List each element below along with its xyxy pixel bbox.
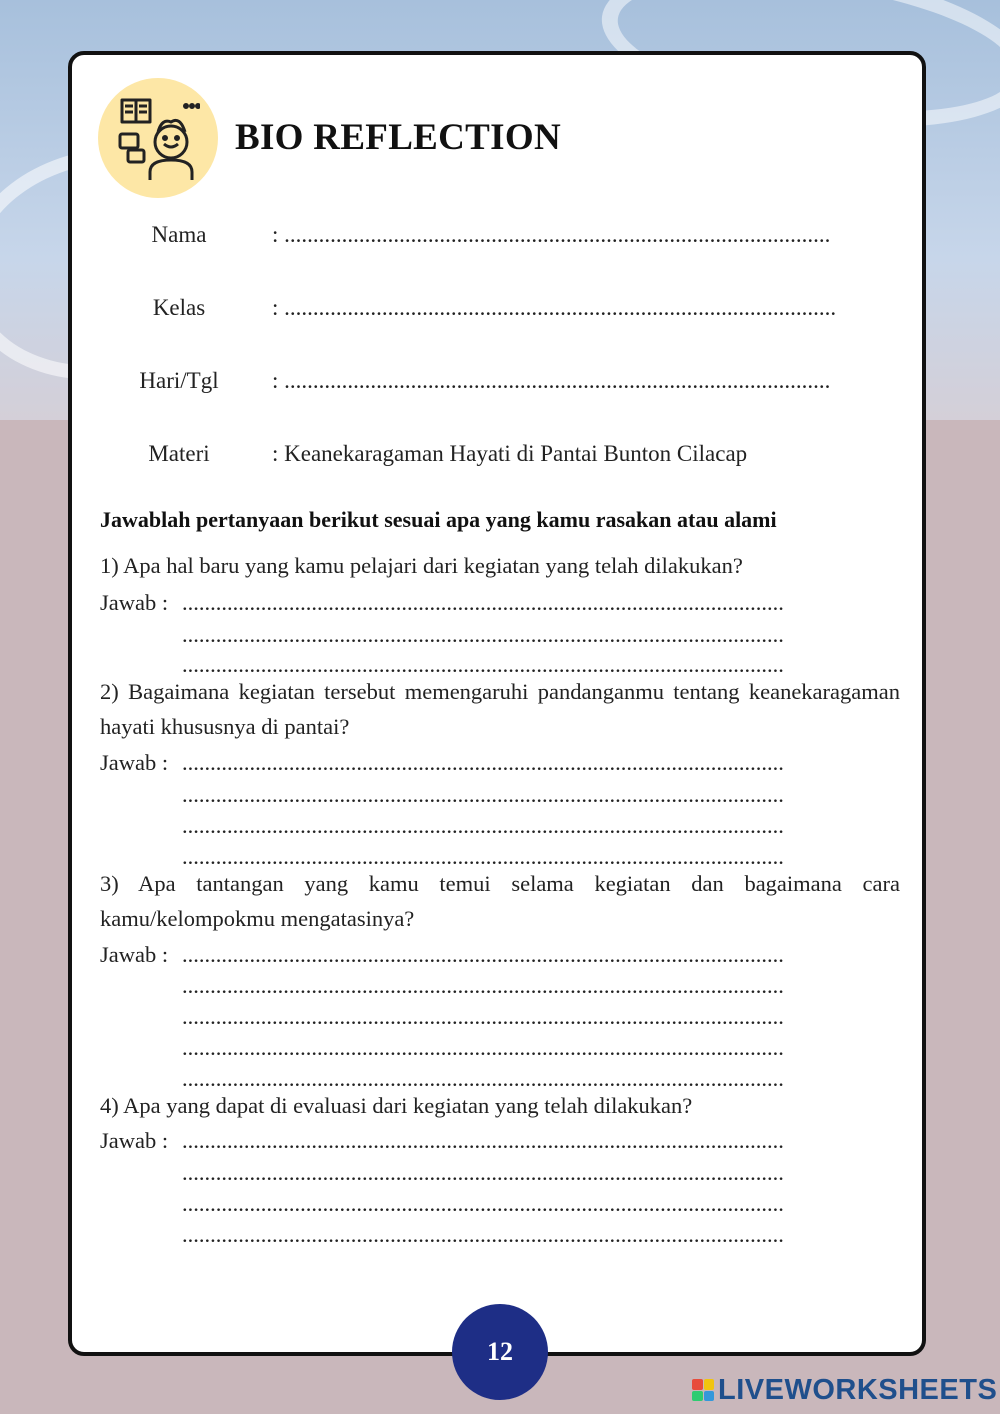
answer-line[interactable]: ........................................................................................................... bbox=[182, 782, 784, 807]
answer-line[interactable]: ........................................................................................................... bbox=[182, 973, 784, 998]
answer-line[interactable]: ........................................................................................................... bbox=[182, 1035, 784, 1060]
field-value-kelas[interactable]: : ................................................................................................ bbox=[272, 295, 837, 320]
instruction-text: Jawablah pertanyaan berikut sesuai apa yang kamu rasakan atau alami bbox=[100, 507, 777, 532]
question-2: 2) Bagaimana kegiatan tersebut memengaruhi pandanganmu tentang keanekaragaman hayati khususnya di pantai? bbox=[100, 679, 900, 739]
answer-line[interactable]: ........................................................................................................... bbox=[182, 590, 784, 615]
page-number: 12 bbox=[452, 1304, 548, 1400]
reflection-logo bbox=[98, 78, 218, 198]
answer-line[interactable]: ........................................................................................................... bbox=[182, 942, 784, 967]
page-title: BIO REFLECTION bbox=[235, 117, 561, 158]
field-label-hari-tgl: Hari/Tgl bbox=[139, 368, 219, 393]
answer-line[interactable]: ........................................................................................................... bbox=[182, 622, 784, 647]
answer-line[interactable]: ........................................................................................................... bbox=[182, 1004, 784, 1029]
answer-line[interactable]: ........................................................................................................... bbox=[182, 750, 784, 775]
liveworksheets-icon bbox=[692, 1379, 714, 1401]
answer-line[interactable]: ........................................................................................................... bbox=[182, 652, 784, 677]
answer-label: Jawab : bbox=[100, 942, 169, 967]
question-4: 4) Apa yang dapat di evaluasi dari kegiatan yang telah dilakukan? bbox=[100, 1093, 693, 1118]
answer-label: Jawab : bbox=[100, 1128, 169, 1153]
answer-label: Jawab : bbox=[100, 750, 169, 775]
field-label-materi: Materi bbox=[148, 441, 210, 466]
field-label-kelas: Kelas bbox=[152, 295, 206, 320]
answer-label: Jawab : bbox=[100, 590, 169, 615]
liveworksheets-logo bbox=[692, 1372, 997, 1408]
field-value-materi: : Keanekaragaman Hayati di Pantai Bunton Cilacap bbox=[272, 441, 748, 466]
answer-line[interactable]: ........................................................................................................... bbox=[182, 813, 784, 838]
reflection-person-book-icon bbox=[116, 94, 200, 182]
field-value-hari-tgl[interactable]: : ............................................................................................... bbox=[272, 368, 831, 393]
answer-line[interactable]: ........................................................................................................... bbox=[182, 1128, 784, 1153]
answer-line[interactable]: ........................................................................................................... bbox=[182, 1191, 784, 1216]
field-value-nama[interactable]: : ............................................................................................... bbox=[272, 222, 831, 247]
question-3: 3) Apa tantangan yang kamu temui selama kegiatan dan bagaimana cara kamu/kelompokmu mengatasinya? bbox=[100, 871, 900, 931]
answer-line[interactable]: ........................................................................................................... bbox=[182, 1222, 784, 1247]
field-label-nama: Nama bbox=[151, 222, 207, 247]
answer-line[interactable]: ........................................................................................................... bbox=[182, 1066, 784, 1091]
question-1: 1) Apa hal baru yang kamu pelajari dari kegiatan yang telah dilakukan? bbox=[100, 553, 743, 578]
answer-line[interactable]: ........................................................................................................... bbox=[182, 1160, 784, 1185]
brand-text: LIVEWORKSHEETS bbox=[718, 1373, 998, 1406]
answer-line[interactable]: ........................................................................................................... bbox=[182, 844, 784, 869]
